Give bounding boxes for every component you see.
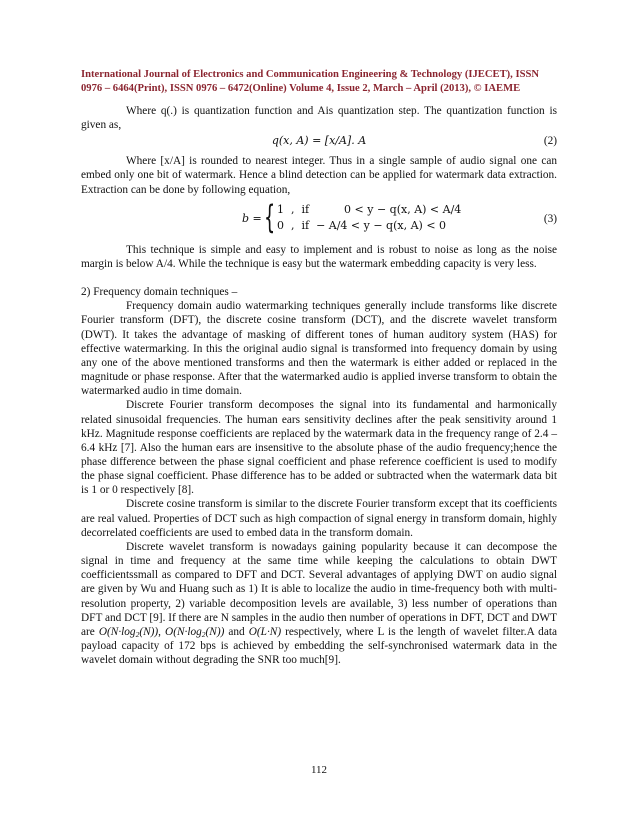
equation-3-case-1: 1 , if 0 < y − q(x, A) < A/4	[277, 202, 462, 216]
paragraph-frequency-domain: Frequency domain audio watermarking techniques generally include transforms like discrete Fourier transform (DFT), the discrete cosine transform (DCT), and the discrete wavelet transform (DWT). It takes the advantage of masking of different tones of human auditory system (HAS) for effective watermarking. In this the original audio signal is transformed into frequency domain by using any one of the above mentioned transforms and then the watermark is either added or replaced in the magnitude or phase response. After that the watermarked audio is applied inverse transform to obtain the watermarked audio in time domain.	[81, 300, 557, 398]
complexity-dft-sub: 2	[135, 629, 140, 639]
left-brace-symbol: {	[264, 197, 276, 236]
equation-2	[81, 132, 557, 154]
equation-2-formula: q(x, A) = [x/A]. A	[271, 134, 367, 148]
paragraph-dwt	[81, 540, 557, 667]
equation-2-number: (2)	[543, 135, 557, 148]
conjunction: and	[224, 625, 249, 638]
paragraph-rounding: Where [x/A] is rounded to nearest integer. Thus in a single sample of audio signal one can embed only one bit of watermark. Hence a blind detection can be applied for watermark data extraction. Extraction can be done by following equation,	[81, 155, 557, 196]
article-body	[81, 104, 557, 667]
paragraph-dct: Discrete cosine transform is similar to the discrete Fourier transform except that its coefficients are real valued. Properties of DCT such as high compaction of signal energy in transform domain, highly decorrelated coefficients are used to embed data in the transform domain.	[81, 498, 557, 539]
complexity-dct-sub: 2	[201, 629, 206, 639]
section-title-frequency-domain: 2) Frequency domain techniques –	[81, 286, 238, 299]
equation-3-lhs: b =	[242, 211, 262, 225]
complexity-dft	[99, 626, 158, 638]
equation-3	[81, 197, 557, 239]
dwt-text-start: Discrete wavelet transform is nowadays gaining popularity because it can decompose the signal in time and frequency at the same time while keeping the calculations to obtain DWT coefficientssmall as compared to DFT and DCT. Several advantages of applying DWT on audio signal are given by Wu and Huang such as 1) It is able to localize the audio in time-frequency both with multi-resolution property, 2) variable decomposition levels are available, 3) less number of operations than DFT and DCT [9]. If there are N samples in the audio then number of operations in DFT, DCT and DWT are	[81, 540, 557, 638]
complexity-dct-a: O(N·log	[165, 625, 202, 638]
paragraph-dft: Discrete Fourier transform decomposes the signal into its fundamental and harmonically related sinusoidal frequencies. The human ears sensitivity declines after the peak sensitivity around 1 kHz. Magnitude response coefficients are replaced by the watermark data in the frequency range of 2.4 – 6.4 kHz [7]. Also the human ears are insensitive to the absolute phase of the audio frequency;hence the phase difference between the phase signal coefficient and phase reference coefficient is used to modify the phase signal coefficient. Phase difference has to be added or subtracted when the watermark data bit is 1 or 0 respectively [8].	[81, 399, 557, 497]
equation-3-number: (3)	[543, 212, 557, 225]
header-line-2: 0976 – 6464(Print), ISSN 0976 – 6472(Online) Volume 4, Issue 2, March – April (2013), © IAEME	[81, 82, 521, 94]
page-number: 112	[310, 764, 328, 776]
separator: ,	[158, 625, 166, 638]
complexity-dwt: O(L·N)	[248, 625, 282, 638]
paragraph-technique-summary: This technique is simple and easy to implement and is robust to noise as long as the noise margin is below A/4. While the technique is easy but the watermark embedding capacity is very less.	[81, 243, 557, 270]
complexity-dft-b: (N))	[139, 625, 159, 638]
section-gap	[81, 271, 557, 285]
header-line-1: International Journal of Electronics and Communication Engineering & Technology (IJECET), ISSN	[81, 69, 540, 80]
equation-3-case-2: 0 , if − A/4 < y − q(x, A) < 0	[277, 218, 447, 232]
complexity-dft-a: O(N·log	[98, 625, 136, 638]
complexity-dct	[165, 626, 224, 638]
dwt-text-end: respectively, where L is the length of wavelet filter.A data payload capacity of 172 bps is achieved by embedding the self-synchronised watermark data in the wavelet domain without degrading the SNR too much[9].	[81, 625, 557, 667]
journal-header	[81, 68, 559, 95]
paragraph-quantization-intro: Where q(.) is quantization function and Ais quantization step. The quantization function is given as,	[81, 105, 557, 132]
complexity-dct-b: (N))	[205, 625, 225, 638]
